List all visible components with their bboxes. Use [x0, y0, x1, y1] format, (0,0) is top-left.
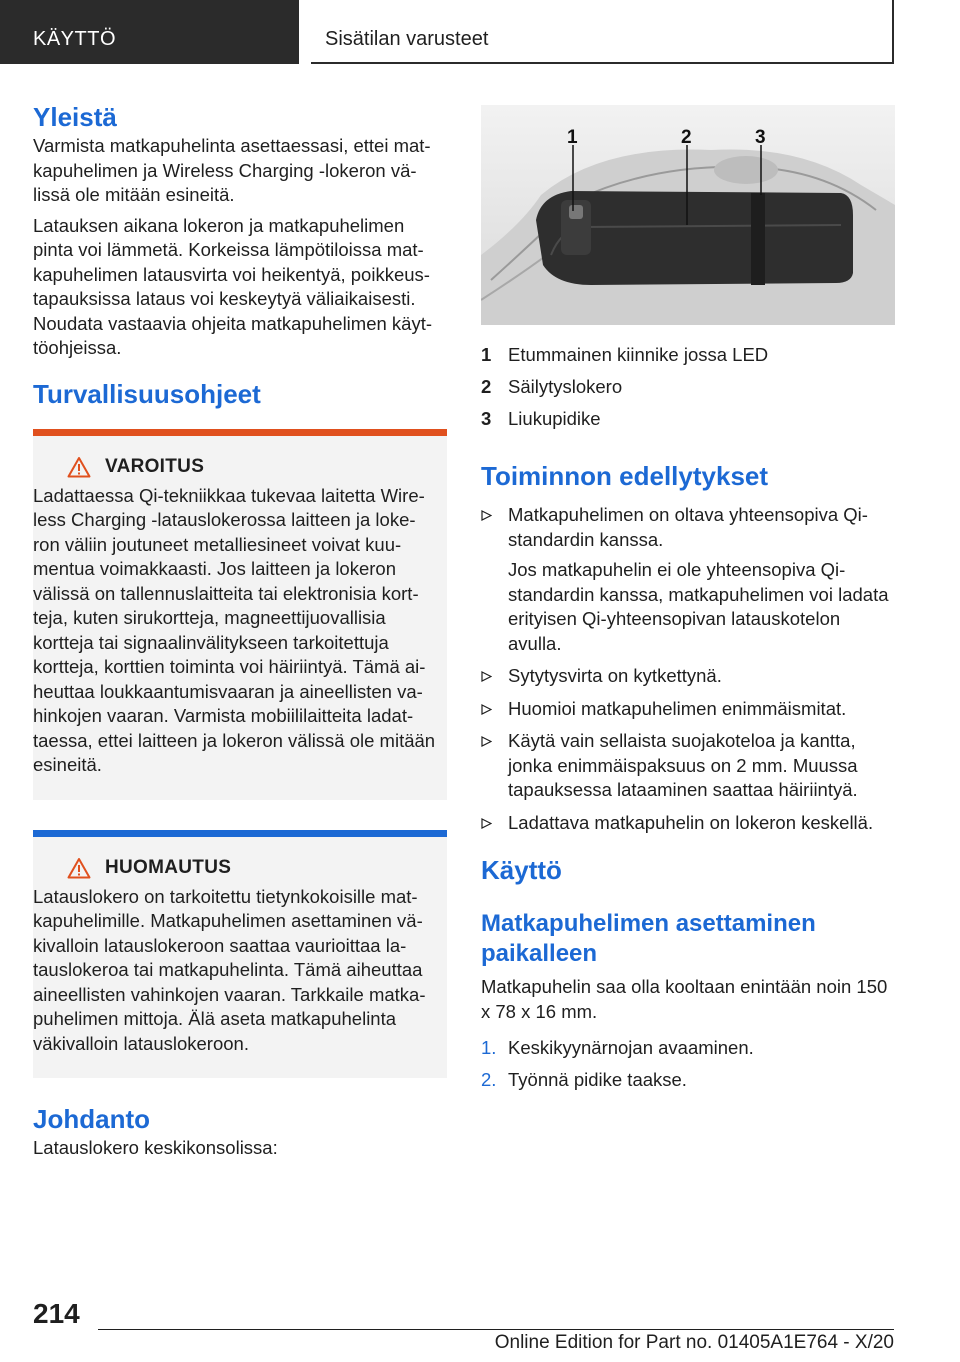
- intro-heading: Johdanto: [33, 1104, 150, 1134]
- requirement-text: Käytä vain sellaista suojakoteloa ja kanttа, jonka enimmäispaksuus on 2 mm. Muussa tapauksessa lataaminen saattaa häiriintyä.: [508, 730, 858, 800]
- legend-number: 1: [481, 344, 492, 365]
- note-title: [67, 857, 437, 879]
- step-number: 1.: [481, 1037, 497, 1058]
- step-number: 2.: [481, 1069, 497, 1090]
- page-number: 214: [33, 1298, 80, 1329]
- charging-tray-figure: [481, 105, 895, 325]
- header-chapter-label: Sisätilan varusteet: [325, 28, 489, 50]
- requirements-list: [481, 503, 895, 835]
- triangle-bullet-icon: [481, 818, 492, 829]
- step-item: [481, 1032, 895, 1064]
- placing-heading: Matkapuhelimen asettaminen paikalleen: [481, 910, 816, 967]
- legend-item: [481, 371, 895, 403]
- legend-text: Etummainen kiinnike jossa LED: [508, 344, 769, 365]
- placing-text: Matkapuhelin saa olla kooltaan enintään noin 150 x 78 x 16 mm.: [481, 976, 888, 1022]
- figure-legend: [481, 339, 895, 435]
- triangle-bullet-icon: [481, 510, 492, 521]
- step-text: Työnnä pidike taakse.: [508, 1069, 687, 1090]
- usage-heading: Käyttö: [481, 855, 562, 885]
- triangle-bullet-icon: [481, 704, 492, 715]
- steps-list: [481, 1032, 895, 1096]
- warning-label: VAROITUS: [105, 455, 205, 477]
- callout-1: 1: [567, 127, 578, 148]
- header-section-label: KÄYTTÖ: [33, 28, 117, 50]
- general-paragraph-2: Latauksen aikana lokeron ja matkapuhelimen pinta voi lämmetä. Korkeissa lämpötiloissa mat-kapuhelimen latausvirta voi heikentyä, poikkeus-tapauksissa lataus voi keskeytyä väliaikaisesti. Noudata vastaavia ohjeita matkapuhelimen käyt-töohjeissa.: [33, 214, 433, 358]
- header-section-tab: [0, 0, 299, 64]
- warning-text: Ladattaessa Qi-tekniikkaa tukevaa laitetta Wire-less Charging -latauslokerossa laitteen ja loke-ron väliin joutuneet metalliesineet voivat kuu-mentua voimakkaasti. Jos laitteen ja lokeron välissä on tallennuslaitteita tai elektronisia kort-teja, kuten sirukortteja, magneettijuovallisia kortteja tai signaalinvälitykseen tarkoitettuja kortteja, korttien toiminta voi häiriintyä. Tämä ai-heuttaa loukkaantumisvaaran ja aineellisten va-hinkojen vaaran. Varmista mobiililaitteita ladat-taessa, ettei laitteen ja lokeron välissä ole mitään esineitä.: [33, 484, 436, 775]
- general-paragraph-1: Varmista matkapuhelinta asettaessasi, ettei mat-kapuhelimen ja Wireless Charging -lokeron vä-lissä ole mitään esineitä.: [33, 135, 431, 205]
- list-item: [481, 729, 895, 803]
- warning-box: [33, 429, 447, 800]
- charging-tray-illustration: [481, 105, 895, 325]
- requirement-text: Huomioi matkapuhelimen enimmäismitat.: [508, 697, 847, 719]
- requirements-heading: Toiminnon edellytykset: [481, 461, 769, 491]
- note-box: [33, 830, 447, 1079]
- note-label: HUOMAUTUS: [105, 856, 232, 878]
- intro-text: Latauslokero keskikonsolissa:: [33, 1137, 278, 1158]
- step-text: Keskikyynärnojan avaaminen.: [508, 1037, 754, 1058]
- general-heading: Yleistä: [33, 102, 117, 132]
- callout-2: 2: [681, 127, 692, 148]
- list-item: [481, 811, 895, 836]
- warning-triangle-icon: [67, 456, 91, 478]
- footer-divider: [98, 1329, 894, 1330]
- caution-triangle-icon: [67, 857, 91, 879]
- legend-text: Liukupidike: [508, 408, 601, 429]
- list-item: [481, 697, 895, 722]
- warning-title: [67, 456, 437, 478]
- legend-number: 2: [481, 376, 492, 397]
- requirement-text: Matkapuhelimen on oltava yhteensopiva Qi-standardin kanssa.: [508, 504, 868, 550]
- list-item: [481, 664, 895, 689]
- requirement-text: Sytytysvirta on kytkettynä.: [508, 665, 722, 686]
- header-chapter-tab: [311, 0, 894, 64]
- footer-edition: Online Edition for Part no. 01405A1E764 - X/20: [494, 1332, 894, 1353]
- list-item: [481, 503, 895, 656]
- safety-heading: Turvallisuusohjeet: [33, 378, 261, 409]
- callout-3: 3: [755, 127, 766, 148]
- left-column: [33, 100, 447, 1161]
- note-text: Latauslokero on tarkoitettu tietynkokoisille mat-kapuhelimille. Matkapuhelimen asettaminen vä-kivalloin latauslokeroon saattaa vaurioittaa la-tauslokeroa tai matkapuhelinta. Tämä aiheuttaa aineellisten vahinkojen vaaran. Tarkkaile matka-puhelimen mittoja. Älä aseta matkapuhelinta väkivalloin latauslokeroon.: [33, 885, 426, 1054]
- legend-item: [481, 339, 895, 371]
- requirement-subtext: Jos matkapuhelin ei ole yhteensopiva Qi-standardin kanssa, matkapuhelimen voi ladata erityisen Qi-yhteensopivan latauskotelon avulla.: [508, 559, 889, 654]
- legend-number: 3: [481, 408, 492, 429]
- triangle-bullet-icon: [481, 736, 492, 747]
- right-column: [481, 105, 895, 1096]
- legend-item: [481, 403, 895, 435]
- triangle-bullet-icon: [481, 671, 492, 682]
- legend-text: Säilytyslokero: [508, 376, 623, 397]
- step-item: [481, 1064, 895, 1096]
- requirement-text: Ladattava matkapuhelin on lokeron keskellä.: [508, 811, 874, 833]
